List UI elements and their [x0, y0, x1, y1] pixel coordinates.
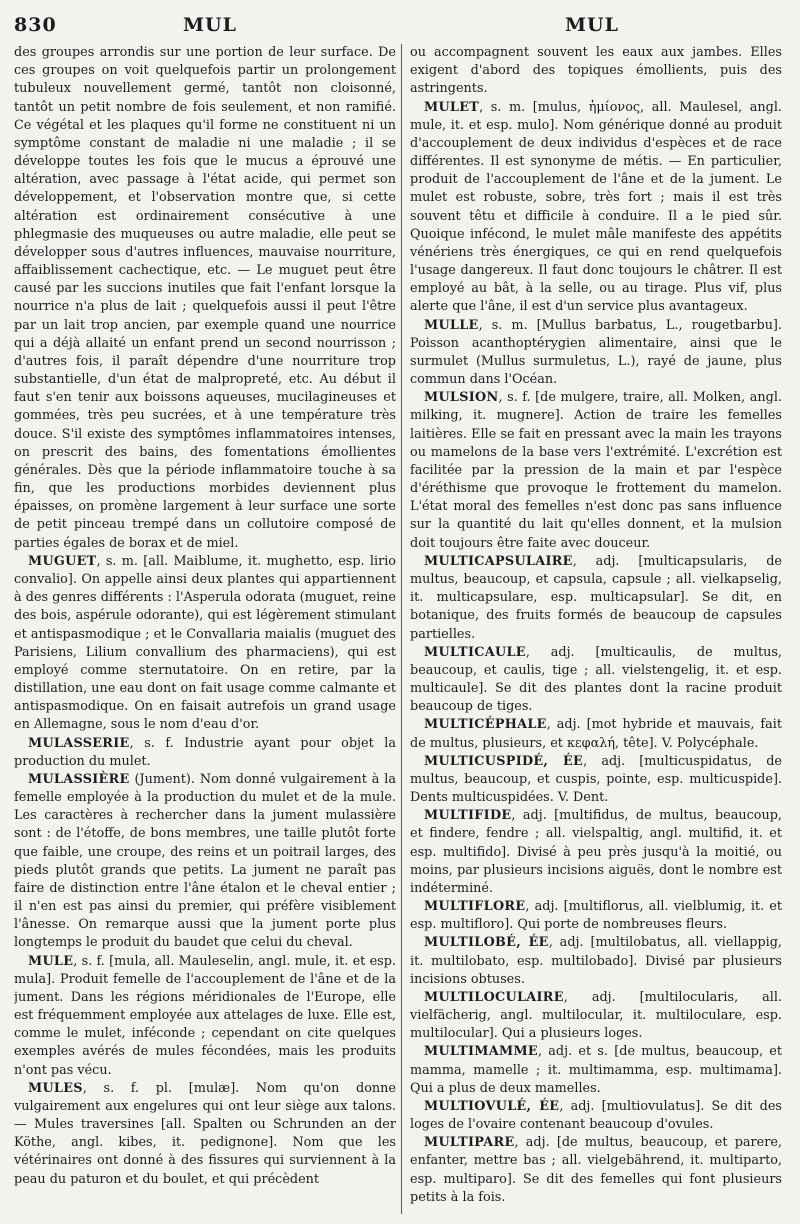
entry-text: , adj. [mot hybride et mauvais, fait de multus, plusieurs, et κεφαλή, tête]. V. Polycéphale.	[410, 717, 782, 751]
dictionary-entry	[410, 1134, 782, 1207]
entry-text: , adj. [multicuspidatus, de multus, beaucoup, et cuspis, pointe, esp. multicuspide]. Dents multicuspidées. V. Dent.	[410, 753, 782, 806]
dictionary-entry	[410, 317, 782, 390]
entry-text: , s. m. [mulus, ἡμίονος, all. Maulesel, angl. mule, it. et esp. mulo]. Nom générique donné au produit d'accouplement de deux individus d'espèces et de race différentes. Il est synonyme de métis. — En particulier, produit de l'accouplement de l'âne et de la jument. Le mulet est robuste, sobre, très fort ; mais il est très souvent têtu et difficile à conduire. Il a le pied sûr. Quoique infécond, le mulet mâle manifeste des appétits vénériens très énergiques, ce qui en rend quelquefois l'usage dangereux. Il faut donc toujours le châtrer. Il est employé au bât, à la selle, ou au tirage. Plus vif, plus alerte que l'âne, il est d'un service plus avantageux.	[410, 99, 782, 315]
right-column	[410, 44, 782, 1210]
dictionary-entry	[14, 553, 396, 735]
entry-text: (Jument). Nom donné vulgairement à la femelle employée à la production du mulet et de la mule. Les caractères à rechercher dans la jument mulassière sont : de l'étoffe, de bons membres, une taille plutôt forte que faible, une croupe, des reins et un poitrail larges, des pieds plutôt grands que petits. La jument ne paraît pas faire de distinction entre l'âne étalon et le cheval entier ; il n'en est pas ainsi du premier, qui préfère visiblement l'ânesse. On remarque aussi que la jument porte plus longtemps le produit du baudet que celui du cheval.	[14, 771, 396, 951]
entry-text: , adj. [de multus, beaucoup, et parere, enfanter, mettre bas ; all. vielgebährend, it. multiparto, esp. multiparo]. Se dit des femelles qui font plusieurs petits à la fois.	[410, 1135, 782, 1205]
entry-headword: MULTICAPSULAIRE	[424, 553, 573, 569]
running-headword-right: MUL	[565, 14, 619, 36]
entry-headword: MUGUET	[28, 553, 97, 569]
entry-headword: MULTIFIDE	[424, 808, 512, 824]
entry-headword: MULTIPARE	[424, 1135, 515, 1151]
entry-text: , adj. [multilocularis, all. vielfächerig, angl. multilocular, it. multiloculare, esp. multilocular]. Qui a plusieurs loges.	[410, 989, 782, 1042]
entry-text: , s. f. pl. [mulæ]. Nom qu'on donne vulgairement aux engelures qui ont leur siège aux talons. — Mules traversines [all. Spalten ou Schrunden an der Köthe, angl. kibes, it. pedignone]. Nom que les vétérinaires ont donné à des fissures qui surviennent à la peau du paturon et du boulet, et qui précèdent	[14, 1080, 396, 1187]
dictionary-entry	[410, 644, 782, 717]
dictionary-entry	[410, 389, 782, 553]
dictionary-entry	[410, 553, 782, 644]
entry-headword: MULTICÉPHALE	[424, 717, 547, 733]
entry-headword: MULLE	[424, 317, 479, 333]
entry-headword: MULTICAULE	[424, 644, 526, 660]
entry-text: , s. f. [de mulgere, traire, all. Molken, angl. milking, it. mugnere]. Action de traire les femelles laitières. Elle se fait en pressant avec la main les trayons ou mamelons de la base vers l'extrémité. L'excrétion est facilitée par la pression de la main et par l'espèce d'éréthisme que provoque le frottement du mamelon. L'état moral des femelles n'est donc pas sans influence sur la quantité du lait qu'elles donnent, et la mulsion doit toujours être faite avec douceur.	[410, 390, 782, 551]
entry-text: ou accompagnent souvent les eaux aux jambes. Elles exigent d'abord des topiques émollients, puis des astringents.	[410, 45, 782, 97]
entry-headword: MULTIMAMME	[424, 1044, 538, 1060]
entry-text: des groupes arrondis sur une portion de leur surface. De ces groupes on voit quelquefois partir un prolongement tubuleux nouvellement germé, tantôt non cloisonné, tantôt un petit nombre de fois seulement, et non ramifié. Ce végétal et les plaques qu'il forme ne constituent ni un symptôme constant de maladie ni une maladie ; il se développe toutes les fois que le mucus a éprouvé une altération, avec passage à l'état acide, qui permet son développement, et l'observation montre que, si cette altération est ordinairement consécutive à une phlegmasie des muqueuses ou autre maladie, elle peut se développer sous d'autres influences, mauvaise nourriture, affaiblissement cachectique, etc. — Le muguet peut être causé par les succions inutiles que fait l'enfant lorsque la nourrice n'a plus de lait ; quelquefois aussi il peut l'être par un lait trop ancien, par exemple quand une nourrice qui a déjà allaité un enfant prend un second nourrisson ; d'autres fois, il paraît dépendre d'une nourriture trop substantielle, d'un état de malpropreté, etc. Au début il faut s'en tenir aux boissons aqueuses, mucilagineuses et gommées, très peu sucrées, et à une température très douce. S'il existe des symptômes inflammatoires intenses, on prescrit des bains, des fomentations émollientes générales. Dès que la période inflammatoire touche à sa fin, que les productions morbides deviennent plus épaisses, on promène largement à leur surface une sorte de petit pinceau trempé dans un collutoire composé de parties égales de borax et de miel.	[14, 45, 396, 551]
entry-text: , adj. [multiovulatus]. Se dit des loges de l'ovaire contenant beaucoup d'ovules.	[410, 1098, 782, 1133]
running-headword-left: MUL	[183, 14, 237, 36]
dictionary-entry	[410, 807, 782, 898]
column-divider	[401, 44, 402, 1214]
dictionary-entry	[410, 716, 782, 752]
dictionary-entry	[14, 735, 396, 771]
entry-text: , adj. [multicapsularis, de multus, beaucoup, et capsula, capsule ; all. vielkapselig, it. multicapsulare, esp. multicapsular]. Se dit, en botanique, des fruits formés de beaucoup de capsules partielles.	[410, 553, 782, 642]
entry-headword: MULE	[28, 953, 74, 969]
left-column	[14, 44, 396, 1210]
entry-text: , s. m. [Mullus barbatus, L., rougetbarbu]. Poisson acanthoptérygien alimentaire, ainsi que le surmulet (Mullus surmuletus, L.), rayé de jaune, plus commun dans l'Océan.	[410, 317, 782, 388]
entry-headword: MULES	[28, 1080, 83, 1096]
dictionary-entry	[410, 934, 782, 989]
entry-text: , adj. et s. [de multus, beaucoup, et mamma, mamelle ; it. multimamma, esp. multimama]. Qui a plus de deux mamelles.	[410, 1044, 782, 1096]
dictionary-entry	[14, 953, 396, 1080]
entry-headword: MULTICUSPIDÉ, ÉE	[424, 753, 584, 769]
entry-text: , adj. [multicaulis, de multus, beaucoup, et caulis, tige ; all. vielstengelig, it. et esp. multicaule]. Se dit des plantes dont la racine produit beaucoup de tiges.	[410, 644, 782, 715]
entry-text: , adj. [multilobatus, all. viellappig, it. multilobato, esp. multilobado]. Divisé par plusieurs incisions obtuses.	[410, 935, 782, 987]
entry-text: , adj. [multifidus, de multus, beaucoup, et findere, fendre ; all. vielspaltig, angl. multifid, it. et esp. multifido]. Divisé à peu près jusqu'à la moitié, ou moins, par plusieurs incisions aiguës, dont le nombre est indéterminé.	[410, 808, 782, 896]
entry-headword: MULET	[424, 99, 480, 115]
page-number: 830	[14, 14, 57, 36]
dictionary-entry	[14, 44, 396, 553]
dictionary-entry	[410, 753, 782, 808]
dictionary-entry	[410, 898, 782, 934]
dictionary-entry	[410, 1043, 782, 1098]
dictionary-entry	[14, 1080, 396, 1189]
entry-headword: MULTIFLORE	[424, 899, 526, 915]
dictionary-entry	[410, 44, 782, 99]
entry-text: , s. f. [mula, all. Mauleselin, angl. mule, it. et esp. mula]. Produit femelle de l'accouplement de l'âne et de la jument. Dans les régions méridionales de l'Europe, elle est fréquemment employée aux attelages de luxe. Elle est, comme le mulet, inféconde ; cependant on cite quelques exemples avérés de mules fécondées, mais les produits n'ont pas vécu.	[14, 953, 396, 1078]
entry-headword: MULTIOVULÉ, ÉE	[424, 1098, 560, 1114]
dictionary-entry	[410, 989, 782, 1044]
dictionary-entry	[14, 771, 396, 953]
dictionary-entry	[410, 99, 782, 317]
entry-headword: MULSION	[424, 390, 499, 406]
dictionary-entry	[410, 1098, 782, 1134]
entry-headword: MULASSERIE	[28, 735, 130, 751]
entry-text: , adj. [multiflorus, all. vielblumig, it. et esp. multifloro]. Qui porte de nombreuses fleurs.	[410, 899, 782, 933]
entry-text: , s. f. Industrie ayant pour objet la production du mulet.	[14, 735, 396, 769]
entry-headword: MULTILOCULAIRE	[424, 989, 564, 1005]
entry-text: , s. m. [all. Maiblume, it. mughetto, esp. lirio convalio]. On appelle ainsi deux plantes qui appartiennent à des genres différents : l'Asperula odorata (muguet, reine des bois, aspérule odorante), qui est légèrement stimulant et antispasmodique ; et le Convallaria maialis (muguet des Parisiens, Lilium convallium des pharmaciens), qui est employé comme sternutatoire. On en retire, par la distillation, une eau dont on fait usage comme calmante et antispasmodique. On en faisait autrefois un grand usage en Allemagne, sous le nom d'eau d'or.	[14, 553, 396, 733]
entry-headword: MULASSIÈRE	[28, 771, 130, 787]
entry-headword: MULTILOBÉ, ÉE	[424, 935, 549, 951]
